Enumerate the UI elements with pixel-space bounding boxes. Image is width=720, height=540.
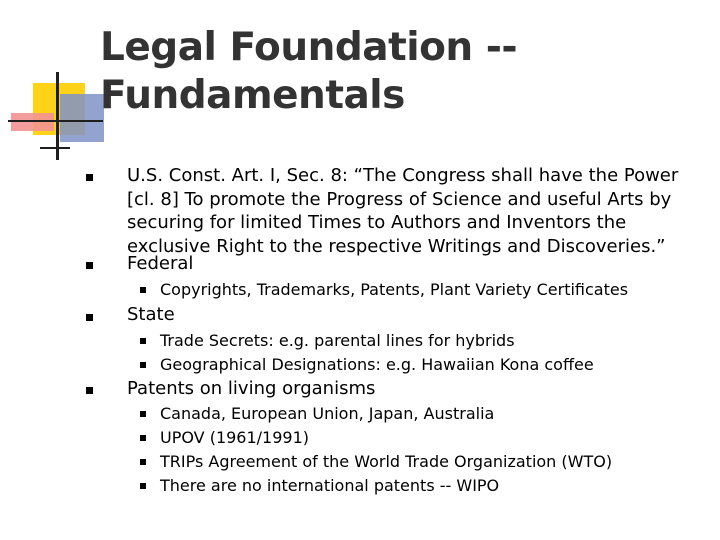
sub-bullet-marker bbox=[140, 338, 146, 344]
bullet-marker bbox=[86, 174, 93, 181]
bullet-marker bbox=[86, 314, 93, 321]
decor-blue-square bbox=[60, 94, 104, 142]
patents-item: TRIPs Agreement of the World Trade Organization (WTO) bbox=[160, 452, 613, 471]
title-line-1: Legal Foundation -- bbox=[100, 25, 518, 70]
sub-bullet-marker bbox=[140, 483, 146, 489]
slide-title bbox=[100, 24, 700, 120]
sub-bullet-marker bbox=[140, 411, 146, 417]
patents-item: Canada, European Union, Japan, Australia bbox=[160, 404, 495, 423]
bullet-federal: Federal bbox=[127, 253, 194, 274]
patents-item: UPOV (1961/1991) bbox=[160, 428, 310, 447]
constitution-line-1: U.S. Const. Art. I, Sec. 8: “The Congress shall have the Power bbox=[127, 165, 679, 186]
sub-bullet-marker bbox=[140, 435, 146, 441]
decor-horizontal-line bbox=[8, 120, 103, 122]
constitution-line-3: securing for limited Times to Authors and Inventors the bbox=[127, 212, 627, 233]
constitution-line-2: [cl. 8] To promote the Progress of Science and useful Arts by bbox=[127, 188, 672, 210]
decor-red-bar bbox=[11, 113, 54, 131]
sub-bullet-marker bbox=[140, 459, 146, 465]
sub-bullet-marker bbox=[140, 287, 146, 293]
bullet-marker bbox=[86, 387, 93, 394]
federal-item: Copyrights, Trademarks, Patents, Plant Variety Certificates bbox=[160, 280, 629, 299]
bullet-constitution bbox=[127, 164, 697, 258]
patents-item: There are no international patents -- WIPO bbox=[160, 476, 500, 495]
state-item: Geographical Designations: e.g. Hawaiian Kona coffee bbox=[160, 355, 594, 374]
decor-short-line bbox=[40, 147, 70, 149]
bullet-patents: Patents on living organisms bbox=[127, 378, 376, 399]
title-line-2: Fundamentals bbox=[100, 73, 405, 118]
sub-bullet-marker bbox=[140, 362, 146, 368]
bullet-marker bbox=[86, 262, 93, 269]
state-item: Trade Secrets: e.g. parental lines for hybrids bbox=[160, 331, 515, 350]
bullet-state: State bbox=[127, 304, 175, 325]
constitution-line-4: exclusive Right to the respective Writings and Discoveries.” bbox=[127, 235, 666, 257]
